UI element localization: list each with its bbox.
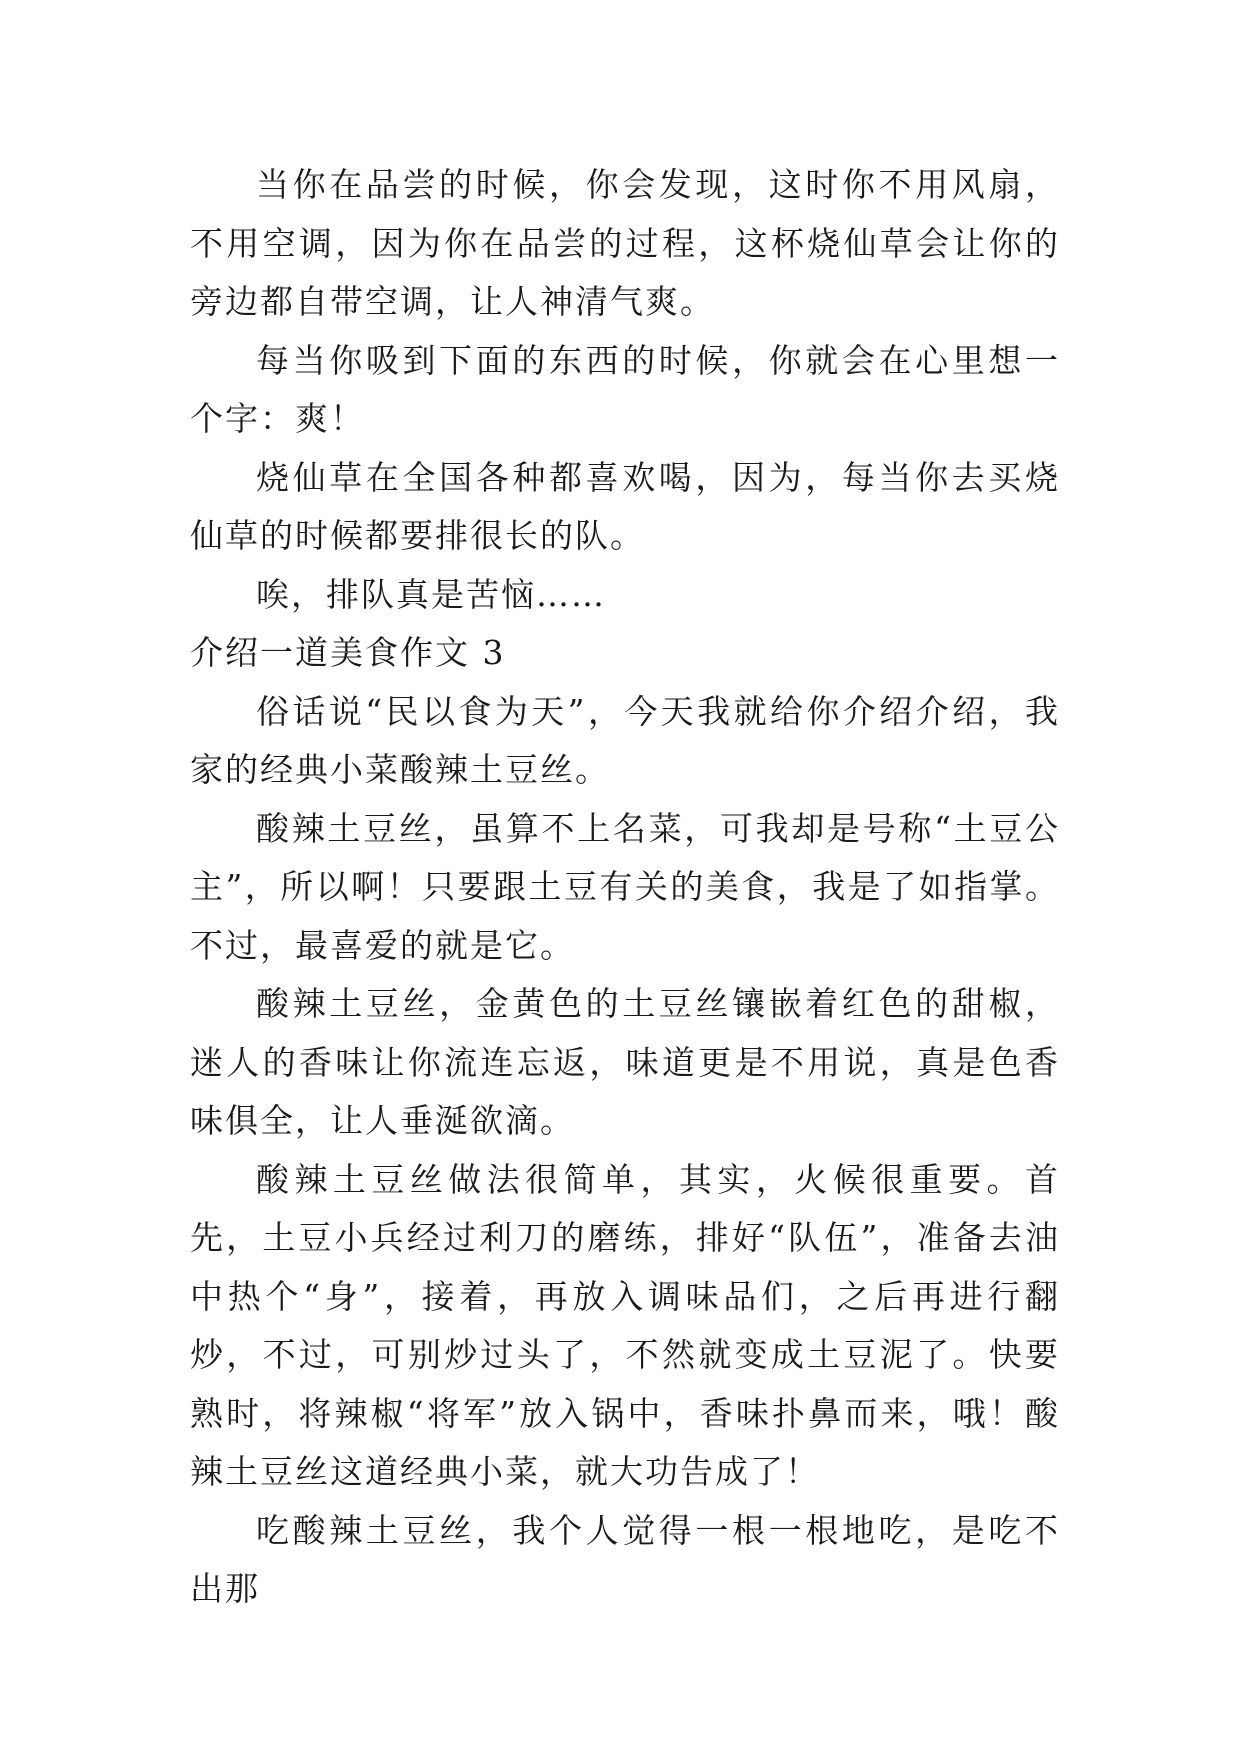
paragraph: 烧仙草在全国各种都喜欢喝，因为，每当你去买烧仙草的时候都要排很长的队。 <box>190 457 1060 555</box>
paragraph: 酸辣土豆丝，金黄色的土豆丝镶嵌着红色的甜椒，迷人的香味让你流连忘返，味道更是不用说，真是色香味俱全，让人垂涎欲滴。 <box>190 984 1060 1140</box>
paragraph: 唉，排队真是苦恼…… <box>256 574 606 614</box>
paragraph: 俗话说“民以食为天”，今天我就给你介绍介绍，我家的经典小菜酸辣土豆丝。 <box>190 691 1060 789</box>
paragraph: 酸辣土豆丝做法很简单，其实，火候很重要。首先，土豆小兵经过利刀的磨练，排好“队伍”，准备去油中热个“身”，接着，再放入调味品们，之后再进行翻炒，不过，可别炒过头了，不然就变成土豆泥了。快要熟时，将辣椒“将军”放入锅中，香味扑鼻而来，哦！酸辣土豆丝这道经典小菜，就大功告成了！ <box>190 1159 1060 1491</box>
paragraph: 酸辣土豆丝，虽算不上名菜，可我却是号称“土豆公主”，所以啊！只要跟土豆有关的美食，我是了如指掌。不过，最喜爱的就是它。 <box>190 808 1060 965</box>
paragraph: 当你在品尝的时候，你会发现，这时你不用风扇，不用空调，因为你在品尝的过程，这杯烧仙草会让你的旁边都自带空调，让人神清气爽。 <box>190 165 1060 321</box>
section-title: 介绍一道美食作文 3 <box>190 633 506 672</box>
document-body <box>190 156 1060 1619</box>
paragraph: 每当你吸到下面的东西的时候，你就会在心里想一个字：爽！ <box>190 340 1060 438</box>
paragraph: 吃酸辣土豆丝，我个人觉得一根一根地吃，是吃不出那 <box>190 1510 1060 1608</box>
